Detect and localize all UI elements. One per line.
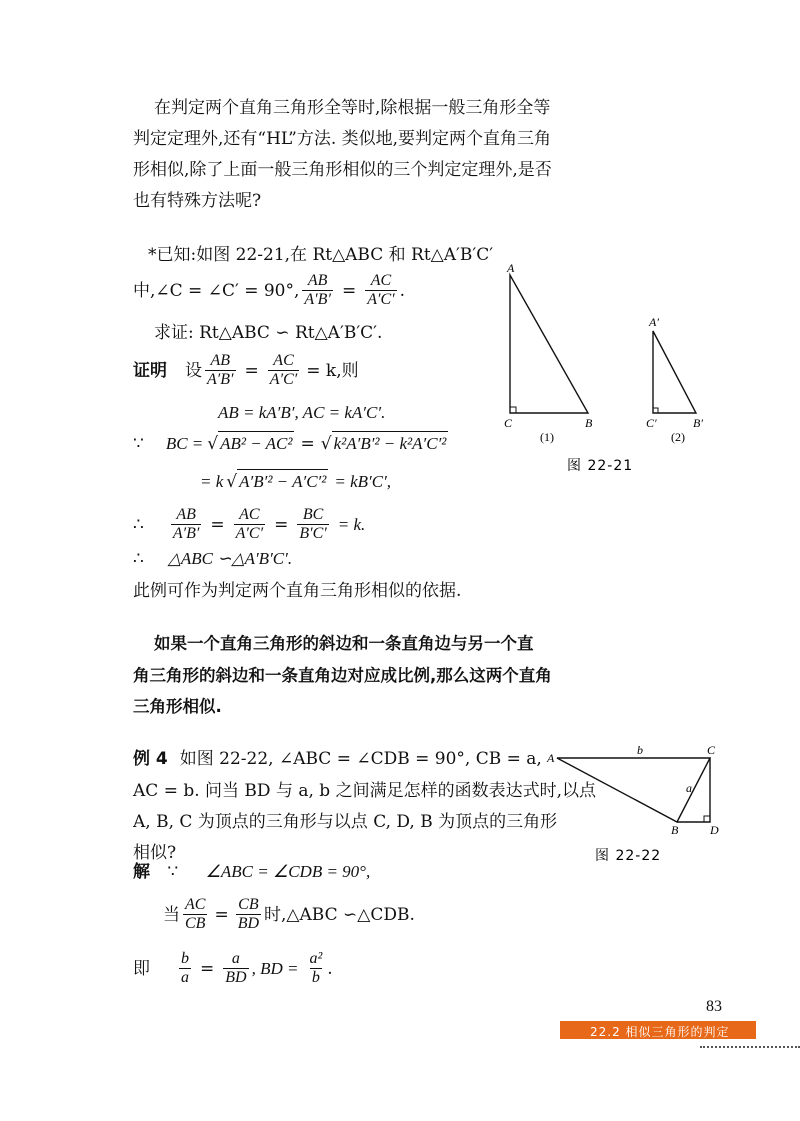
intro-line-2: 判定定理外,还有“HL”方法. 类似地,要判定两个直角三角 (133, 129, 552, 149)
proof-t-fraction-2: $\frac{AC}{A'C'}$ (235, 506, 264, 542)
proof-fraction-2: $\frac{AC}{A'C'}$ (269, 352, 298, 388)
because-symbol: ∵ (133, 433, 144, 454)
figure-22-21-caption: 图 22-21 (567, 458, 634, 474)
intro-line-4: 也有特殊方法呢? (133, 191, 262, 211)
proof-line-2: AB = kA′B′, AC = kA′C′. (218, 403, 386, 422)
triangle-a2b2c2 (653, 331, 696, 413)
proof-fraction-1: $\frac{AB}{A'B'}$ (207, 352, 234, 388)
fig1-sub-1: (1) (540, 430, 554, 444)
triangle-abc (510, 275, 588, 413)
solution-line-1 (133, 860, 370, 884)
example-line-2: AC = b. 问当 BD 与 a, b 之间满足怎样的函数表达式时,以点 (133, 781, 596, 801)
sqrt-expression-1: AB² − AC² (218, 431, 294, 456)
section-footer-bar (560, 1021, 756, 1039)
solution-label: 解 (133, 862, 150, 882)
proof-t-fraction-3: $\frac{BC}{B'C'}$ (299, 506, 327, 542)
therefore-symbol-2: ∴ (133, 549, 144, 569)
given-line-2-suffix: . (399, 280, 406, 301)
solution-end: . (327, 958, 333, 979)
fig1-label-a: A (507, 261, 515, 275)
solution-fraction-2: $\frac{CB}{BD}$ (237, 896, 260, 932)
fig1-label-c2: C′ (646, 416, 657, 430)
theorem-line-3: 三角形相似. (133, 697, 222, 716)
proof-line-6 (133, 547, 292, 571)
proof-bc-eq: BC = (165, 433, 204, 453)
proof-k-then: = k,则 (306, 360, 359, 381)
proof-set: 设 (185, 360, 202, 381)
proof-similar-result: △ABC ∽△A′B′C′. (167, 549, 293, 568)
fig1-label-b: B (585, 416, 593, 430)
solution-fraction-3: $\frac{b}{a}$ (181, 950, 189, 986)
figure-22-21 (495, 255, 735, 485)
solution-because: ∵ (167, 862, 179, 882)
therefore-symbol: ∴ (133, 514, 144, 535)
proof-eq-2: = (300, 433, 315, 454)
footer-dotted-rule (700, 1046, 800, 1048)
given-fraction-1: $\frac{AB}{A'B'}$ (304, 272, 331, 308)
solution-angle-eq: ∠ABC = ∠CDB = 90°, (205, 862, 371, 881)
fig2-label-a: A (547, 751, 555, 765)
proof-t-fraction-1: $\frac{AB}{A'B'}$ (172, 506, 200, 542)
solution-fraction-5: $\frac{\text{a²}}{b}$ (309, 950, 323, 986)
proof-line-3: ∵ BC = √ AB² − AC² = √ k²A′B′² − k²A′C′² (133, 431, 448, 456)
example-line-3: A, B, C 为顶点的三角形与以点 C, D, B 为顶点的三角形 (133, 812, 558, 832)
fig2-label-side-b: b (637, 743, 643, 757)
fig2-label-side-a: a (686, 781, 692, 795)
example-label: 例 4 (133, 749, 168, 769)
fig1-label-b2: B′ (693, 416, 703, 430)
fig1-sub-2: (2) (671, 430, 685, 444)
solution-line-3: 即 $\frac{b}{a}$ = $\frac{a}{BD}$ , BD = $\frac{\text{a²}}{b}$ . (133, 950, 333, 986)
theorem-line-1: 如果一个直角三角形的斜边和一条直角边与另一个直 (154, 634, 534, 653)
intro-line-1: 在判定两个直角三角形全等时,除根据一般三角形全等 (154, 98, 551, 118)
sqrt-expression-2: k²A′B′² − k²A′C′² (332, 431, 449, 456)
proof-t-end: = k. (337, 514, 366, 534)
right-angle-mark-d (704, 816, 710, 822)
proof-line-4: = k √ A′B′² − A′C′² = kB′C′, (200, 469, 391, 494)
proof-eq-k: = k (200, 471, 224, 491)
fig1-label-c: C (504, 416, 513, 430)
given-line-2-prefix: 中,∠C = ∠C′ = 90°, (133, 280, 300, 301)
fig2-label-c: C (707, 743, 716, 757)
solution-mid: , BD = (251, 958, 299, 978)
solution-fraction-1: $\frac{AC}{CB}$ (185, 896, 206, 932)
page-number: 83 (706, 998, 722, 1015)
theorem-line-2: 角三角形的斜边和一条直角边对应成比例,那么这两个直角 (133, 666, 552, 685)
figure-22-22-caption: 图 22-22 (595, 848, 662, 864)
solution-fraction-4: $\frac{a}{BD}$ (225, 950, 247, 986)
fig2-label-b: B (671, 823, 679, 837)
solution-line-2-end: 时,△ABC ∽△CDB. (264, 904, 415, 925)
solution-line-2: 当 $\frac{AC}{CB}$ = $\frac{CB}{BD}$ 时,△ABC ∽△CDB. (163, 896, 415, 932)
right-angle-mark-c (510, 407, 516, 413)
example-line-1-text: 如图 22-22, ∠ABC = ∠CDB = 90°, CB = a, (179, 749, 542, 769)
sqrt-expression-3: A′B′² − A′C′² (237, 469, 328, 494)
proof-line-1: 证明 设 $\frac{AB}{A'B'}$ = $\frac{AC}{A'C'}$ = k,则 (133, 352, 359, 388)
given-line-2 (133, 272, 405, 309)
proof-kb: = kB′C′, (334, 471, 392, 491)
given-line-1: *已知:如图 22-21,在 Rt△ABC 和 Rt△A′B′C′ (148, 245, 494, 265)
proof-conclusion: 此例可作为判定两个直角三角形相似的依据. (133, 581, 462, 601)
right-angle-mark-c2 (653, 408, 658, 413)
example-line-1 (133, 747, 542, 771)
given-equals: = (341, 280, 357, 301)
intro-line-3: 形相似,除了上面一般三角形相似的三个判定定理外,是否 (133, 160, 552, 180)
proof-line-5: ∴ $\frac{AB}{A'B'}$ = $\frac{AC}{A'C'}$ = $\frac{BC}{B'C'}$ = k. (133, 506, 366, 542)
solution-ie: 即 (133, 958, 150, 979)
prove-statement: 求证: Rt△ABC ∽ Rt△A′B′C′. (154, 323, 383, 343)
example-line-4: 相似? (133, 843, 177, 863)
fig1-label-a2: A′ (649, 315, 659, 329)
solution-when: 当 (163, 904, 180, 925)
figure-22-22 (545, 742, 745, 867)
section-footer-label: 22.2 相似三角形的判定 (590, 1025, 730, 1039)
proof-label: 证明 (133, 360, 167, 381)
fig2-label-d: D (710, 823, 719, 837)
given-fraction-2: $\frac{AC}{A'C'}$ (367, 272, 395, 308)
